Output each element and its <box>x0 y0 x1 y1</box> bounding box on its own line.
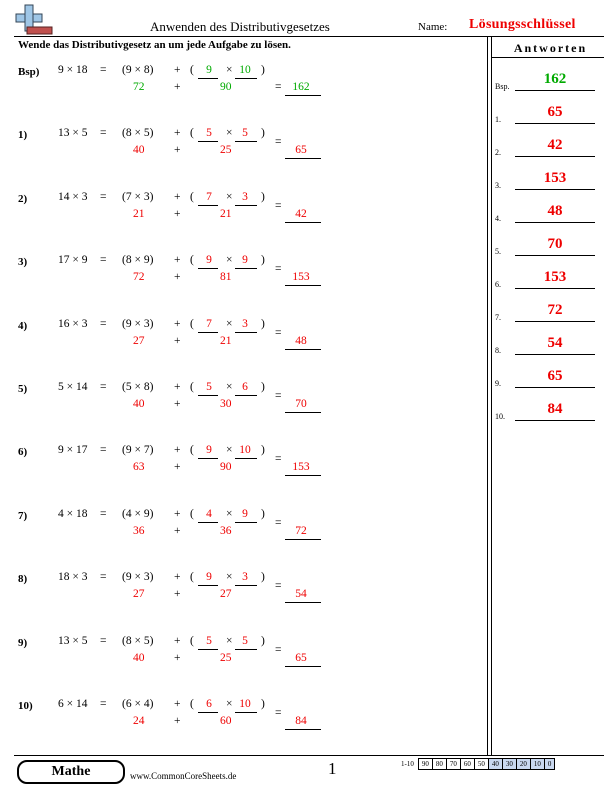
answer-key-label: 3. <box>495 181 501 190</box>
problem-expression: 9 × 18 <box>58 64 88 76</box>
result-equals-sign: = <box>275 453 282 466</box>
partial-result-one: 27 <box>133 334 145 347</box>
score-cell: 40 <box>488 759 502 770</box>
open-paren: ( <box>190 698 194 710</box>
answer-key-line <box>515 123 595 124</box>
factor-answer-line <box>235 649 257 650</box>
problem-label: 8) <box>18 573 28 586</box>
equals-sign: = <box>100 190 107 203</box>
factor-two: 3 <box>242 190 248 203</box>
page-number: 1 <box>328 759 337 778</box>
logo-plus-minus-icon <box>14 4 54 36</box>
partial-result-two: 21 <box>220 207 232 220</box>
factor-one: 4 <box>206 507 212 520</box>
result-value: 70 <box>295 398 307 410</box>
open-paren: ( <box>190 254 194 267</box>
score-cell: 70 <box>446 759 460 770</box>
close-paren: ) <box>261 507 265 520</box>
subject-badge: Mathe <box>17 760 125 784</box>
result-equals-sign: = <box>275 707 282 719</box>
factor-answer-line <box>235 585 257 586</box>
answer-key-value: 54 <box>547 335 563 351</box>
website-link[interactable]: www.CommonCoreSheets.de <box>130 771 237 781</box>
close-paren: ) <box>261 127 265 140</box>
answer-key-title: Lösungsschlüssel <box>469 17 576 32</box>
factor-one: 7 <box>206 190 212 203</box>
result-answer-line <box>285 602 321 603</box>
answer-key-value: 48 <box>547 203 563 219</box>
factor-answer-line <box>198 395 218 396</box>
plus-sign: + <box>174 381 181 393</box>
first-partial-product: (5 × 8) <box>122 381 154 393</box>
factor-answer-line <box>198 585 218 586</box>
score-cell: 90 <box>418 759 432 770</box>
result-equals-sign: = <box>275 390 282 402</box>
factor-two: 3 <box>242 317 248 330</box>
partial-result-one: 40 <box>133 144 145 157</box>
result-value: 48 <box>295 334 307 347</box>
result-value: 72 <box>295 524 307 537</box>
partial-result-two: 81 <box>220 271 232 284</box>
result-answer-line <box>285 412 321 413</box>
problem-label: 10) <box>18 700 33 712</box>
factor-one: 9 <box>206 254 212 267</box>
answer-key-value: 153 <box>543 269 567 285</box>
answer-key-label: 9. <box>495 379 501 388</box>
close-paren: ) <box>261 254 265 267</box>
partial-result-two: 30 <box>220 398 232 410</box>
result-value: 65 <box>295 651 307 664</box>
plus-sign: + <box>174 571 181 584</box>
factor-two: 10 <box>239 698 251 710</box>
open-paren: ( <box>190 507 194 520</box>
answer-key-line <box>515 222 595 223</box>
open-paren: ( <box>190 317 194 330</box>
result-equals-sign: = <box>275 263 282 276</box>
score-cell: 0 <box>544 759 555 770</box>
factor-answer-line <box>235 205 257 206</box>
factor-one: 7 <box>206 317 212 330</box>
first-partial-product: (9 × 3) <box>122 317 154 330</box>
factor-one: 9 <box>206 444 212 457</box>
problem-label: 1) <box>18 129 28 142</box>
close-paren: ) <box>261 634 265 647</box>
open-paren: ( <box>190 127 194 140</box>
partial-result-one: 40 <box>133 651 145 664</box>
problem-label: 4) <box>18 319 28 332</box>
equals-sign: = <box>100 381 107 393</box>
times-sign: × <box>226 64 233 76</box>
partial-result-two: 90 <box>220 461 232 474</box>
partial-result-one: 40 <box>133 398 145 410</box>
partial-result-one: 63 <box>133 461 145 474</box>
result-value: 153 <box>292 271 310 284</box>
score-cell: 60 <box>460 759 474 770</box>
open-paren: ( <box>190 381 194 393</box>
problem-expression: 14 × 3 <box>58 190 88 203</box>
factor-one: 9 <box>206 64 212 76</box>
equals-sign: = <box>100 507 107 520</box>
partial-result-two: 25 <box>220 144 232 157</box>
close-paren: ) <box>261 571 265 584</box>
open-paren: ( <box>190 64 194 76</box>
factor-answer-line <box>198 458 218 459</box>
open-paren: ( <box>190 190 194 203</box>
problem-label: 6) <box>18 446 28 459</box>
times-sign: × <box>226 317 233 330</box>
plus-sign: + <box>174 634 181 647</box>
column-divider-left <box>487 37 488 755</box>
problem-label: Bsp) <box>18 66 40 78</box>
result-value: 65 <box>295 144 307 157</box>
result-value: 84 <box>295 715 307 727</box>
result-value: 54 <box>295 588 307 601</box>
first-partial-product: (8 × 5) <box>122 127 154 140</box>
equals-sign: = <box>100 254 107 267</box>
problem-expression: 18 × 3 <box>58 571 88 584</box>
factor-one: 5 <box>206 127 212 140</box>
factor-answer-line <box>235 712 257 713</box>
answer-key-value: 162 <box>543 71 567 87</box>
factor-two: 9 <box>242 507 248 520</box>
answer-key-value: 153 <box>543 170 567 186</box>
first-partial-product: (4 × 9) <box>122 507 154 520</box>
factor-two: 9 <box>242 254 248 267</box>
answer-key-line <box>515 387 595 388</box>
result-answer-line <box>285 539 321 540</box>
result-equals-sign: = <box>275 199 282 212</box>
result-equals-sign: = <box>275 643 282 656</box>
problem-expression: 4 × 18 <box>58 507 88 520</box>
open-paren: ( <box>190 444 194 457</box>
answer-key-value: 65 <box>547 368 563 384</box>
times-sign: × <box>226 571 233 584</box>
plus-sign-lower: + <box>174 524 181 537</box>
close-paren: ) <box>261 444 265 457</box>
answer-key-line <box>515 189 595 190</box>
score-cell: 30 <box>502 759 516 770</box>
problem-expression: 16 × 3 <box>58 317 88 330</box>
answer-key-value: 72 <box>547 302 563 318</box>
result-answer-line <box>285 285 321 286</box>
result-answer-line <box>285 666 321 667</box>
first-partial-product: (8 × 5) <box>122 634 154 647</box>
equals-sign: = <box>100 444 107 457</box>
first-partial-product: (9 × 7) <box>122 444 154 457</box>
name-label: Name: <box>418 21 448 33</box>
plus-sign: + <box>174 254 181 267</box>
problem-expression: 5 × 14 <box>58 381 88 393</box>
factor-answer-line <box>198 332 218 333</box>
answers-heading: Antworten <box>513 41 588 55</box>
times-sign: × <box>226 634 233 647</box>
plus-sign-lower: + <box>174 588 181 601</box>
equals-sign: = <box>100 698 107 710</box>
result-value: 42 <box>295 207 307 220</box>
problem-label: 9) <box>18 636 28 649</box>
factor-answer-line <box>235 332 257 333</box>
header-divider <box>14 36 604 37</box>
result-answer-line <box>285 475 321 476</box>
factor-one: 9 <box>206 571 212 584</box>
plus-sign-lower: + <box>174 81 181 93</box>
partial-result-one: 72 <box>133 81 145 93</box>
footer-divider <box>14 755 604 756</box>
factor-two: 5 <box>242 634 248 647</box>
close-paren: ) <box>261 698 265 710</box>
answer-key-label: 6. <box>495 280 501 289</box>
first-partial-product: (6 × 4) <box>122 698 154 710</box>
answer-key-line <box>515 255 595 256</box>
times-sign: × <box>226 507 233 520</box>
factor-answer-line <box>235 395 257 396</box>
result-answer-line <box>285 349 321 350</box>
first-partial-product: (9 × 8) <box>122 64 154 76</box>
factor-answer-line <box>198 205 218 206</box>
answer-key-label: Bsp. <box>495 82 510 91</box>
result-equals-sign: = <box>275 580 282 593</box>
plus-sign-lower: + <box>174 461 181 474</box>
open-paren: ( <box>190 634 194 647</box>
answer-key-value: 70 <box>547 236 563 252</box>
answer-key-label: 10. <box>495 412 505 421</box>
factor-two: 6 <box>242 381 248 393</box>
plus-sign: + <box>174 64 181 76</box>
problem-expression: 13 × 5 <box>58 127 88 140</box>
score-range-label: 1-10 <box>401 760 414 768</box>
problem-expression: 9 × 17 <box>58 444 88 457</box>
close-paren: ) <box>261 317 265 330</box>
equals-sign: = <box>100 127 107 140</box>
problem-label: 2) <box>18 192 28 205</box>
answer-key-label: 5. <box>495 247 501 256</box>
answer-key-line <box>515 420 595 421</box>
times-sign: × <box>226 444 233 457</box>
result-equals-sign: = <box>275 516 282 529</box>
partial-result-one: 21 <box>133 207 145 220</box>
factor-answer-line <box>198 522 218 523</box>
problem-label: 7) <box>18 509 28 522</box>
open-paren: ( <box>190 571 194 584</box>
equals-sign: = <box>100 317 107 330</box>
partial-result-two: 25 <box>220 651 232 664</box>
result-value: 153 <box>292 461 310 474</box>
plus-sign-lower: + <box>174 651 181 664</box>
problem-expression: 13 × 5 <box>58 634 88 647</box>
score-cell: 80 <box>432 759 446 770</box>
problem-expression: 6 × 14 <box>58 698 88 710</box>
plus-sign-lower: + <box>174 398 181 410</box>
partial-result-one: 24 <box>133 715 145 727</box>
problem-expression: 17 × 9 <box>58 254 88 267</box>
partial-result-two: 27 <box>220 588 232 601</box>
plus-sign: + <box>174 507 181 520</box>
plus-sign-lower: + <box>174 271 181 284</box>
factor-two: 5 <box>242 127 248 140</box>
factor-answer-line <box>198 712 218 713</box>
factor-two: 10 <box>239 64 251 76</box>
answer-key-line <box>515 90 595 91</box>
times-sign: × <box>226 254 233 267</box>
factor-answer-line <box>198 268 218 269</box>
partial-result-two: 60 <box>220 715 232 727</box>
factor-answer-line <box>198 78 218 79</box>
times-sign: × <box>226 127 233 140</box>
plus-sign-lower: + <box>174 144 181 157</box>
factor-answer-line <box>235 522 257 523</box>
problem-label: 3) <box>18 256 28 269</box>
factor-two: 3 <box>242 571 248 584</box>
factor-answer-line <box>235 141 257 142</box>
plus-sign: + <box>174 190 181 203</box>
problem-label: 5) <box>18 383 28 395</box>
factor-one: 5 <box>206 381 212 393</box>
plus-sign: + <box>174 317 181 330</box>
answer-key-line <box>515 156 595 157</box>
plus-sign-lower: + <box>174 715 181 727</box>
worksheet-title: Anwenden des Distributivgesetzes <box>150 19 330 34</box>
answer-key-value: 84 <box>547 401 563 417</box>
factor-answer-line <box>235 268 257 269</box>
close-paren: ) <box>261 381 265 393</box>
plus-sign-lower: + <box>174 207 181 220</box>
score-cell: 20 <box>516 759 530 770</box>
factor-answer-line <box>198 649 218 650</box>
answer-key-line <box>515 321 595 322</box>
close-paren: ) <box>261 64 265 76</box>
plus-sign-lower: + <box>174 334 181 347</box>
factor-answer-line <box>198 141 218 142</box>
first-partial-product: (7 × 3) <box>122 190 154 203</box>
partial-result-two: 36 <box>220 524 232 537</box>
answer-key-value: 65 <box>547 104 563 120</box>
plus-sign: + <box>174 698 181 710</box>
score-cell: 10 <box>530 759 544 770</box>
instructions: Wende das Distributivgesetz an um jede Aufgabe zu lösen. <box>18 39 291 51</box>
result-answer-line <box>285 158 321 159</box>
answers-heading-underline <box>492 57 604 58</box>
answer-key-line <box>515 288 595 289</box>
factor-one: 5 <box>206 634 212 647</box>
result-answer-line <box>285 729 321 730</box>
times-sign: × <box>226 190 233 203</box>
close-paren: ) <box>261 190 265 203</box>
factor-one: 6 <box>206 698 212 710</box>
result-answer-line <box>285 222 321 223</box>
times-sign: × <box>226 698 233 710</box>
partial-result-two: 21 <box>220 334 232 347</box>
factor-answer-line <box>235 458 257 459</box>
answer-key-label: 7. <box>495 313 501 322</box>
score-table <box>398 758 555 770</box>
factor-two: 10 <box>239 444 251 457</box>
equals-sign: = <box>100 64 107 76</box>
equals-sign: = <box>100 571 107 584</box>
answer-key-line <box>515 354 595 355</box>
answer-key-label: 4. <box>495 214 501 223</box>
result-value: 162 <box>292 81 310 93</box>
result-equals-sign: = <box>275 81 282 93</box>
result-equals-sign: = <box>275 326 282 339</box>
partial-result-one: 36 <box>133 524 145 537</box>
column-divider-right <box>491 37 492 755</box>
answer-key-label: 8. <box>495 346 501 355</box>
equals-sign: = <box>100 634 107 647</box>
times-sign: × <box>226 381 233 393</box>
first-partial-product: (9 × 3) <box>122 571 154 584</box>
answer-key-value: 42 <box>547 137 563 153</box>
plus-sign: + <box>174 444 181 457</box>
result-equals-sign: = <box>275 136 282 149</box>
partial-result-one: 27 <box>133 588 145 601</box>
plus-sign: + <box>174 127 181 140</box>
answer-key-label: 1. <box>495 115 501 124</box>
factor-answer-line <box>235 78 257 79</box>
partial-result-one: 72 <box>133 271 145 284</box>
result-answer-line <box>285 95 321 96</box>
answer-key-label: 2. <box>495 148 501 157</box>
partial-result-two: 90 <box>220 81 232 93</box>
first-partial-product: (8 × 9) <box>122 254 154 267</box>
score-cell: 50 <box>474 759 488 770</box>
